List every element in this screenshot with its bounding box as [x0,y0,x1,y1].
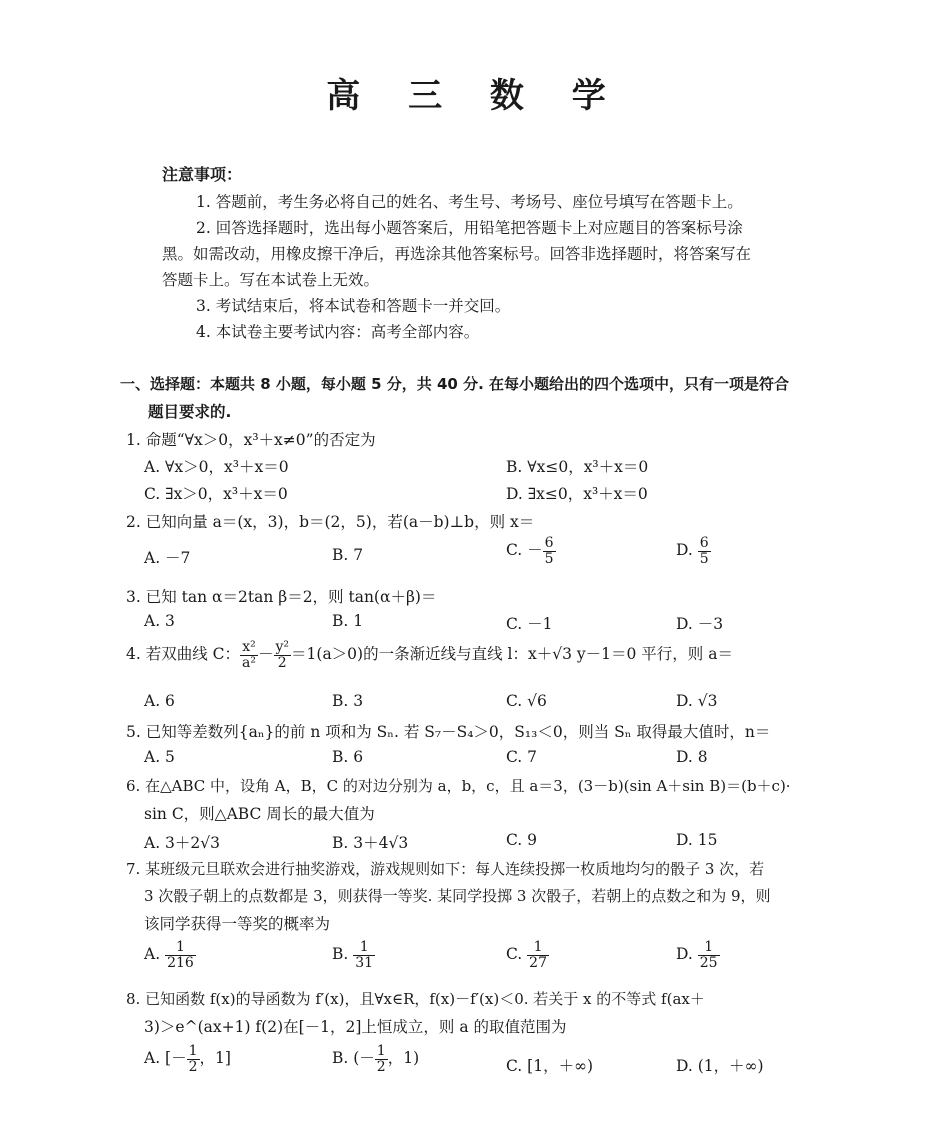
option-prefix: A. [144,945,166,964]
question-6-option-a: A. 3＋2√3 [144,834,221,852]
question-4-option-c: C. √6 [506,692,547,710]
question-8-option-b-fraction [375,1044,388,1074]
question-7-option-c-fraction [527,940,549,970]
option-suffix: ，1] [199,1049,231,1068]
question-8-option-a [144,1044,231,1074]
question-7-option-c [506,940,549,970]
question-3-option-b: B. 1 [332,612,364,630]
question-4-option-d: D. √3 [676,692,718,710]
fraction-denominator: 31 [355,954,374,971]
section-heading-cont: 题目要求的. [148,403,232,421]
fraction-denominator: 2 [376,1058,386,1075]
fraction-numerator: 1 [376,1043,386,1059]
question-6-stem-line-1: 6. 在△ABC 中，设角 A，B，C 的对边分别为 a，b，c，且 a＝3，(3－b)(sin A＋sin B)＝(b＋c)· [126,777,791,795]
question-4-minus: － [257,645,274,664]
question-2-option-d-prefix: D. [676,541,698,560]
question-2-stem: 2. 已知向量 a＝(x，3)，b＝(2，5)，若(a－b)⊥b，则 x＝ [126,513,535,531]
question-8-option-b [332,1044,419,1074]
question-7-option-b-fraction [353,940,375,970]
question-5-stem: 5. 已知等差数列{aₙ}的前 n 项和为 Sₙ. 若 S₇－S₄＞0，S₁₃＜0，则当 Sₙ 取得最大值时，n＝ [126,723,771,741]
fraction-denominator: 2 [277,654,287,671]
fraction-denominator: 216 [167,954,194,971]
notice-line-3: 黑。如需改动，用橡皮擦干净后，再选涂其他答案标号。回答非选择题时，将答案写在 [162,245,752,263]
fraction-numerator: 1 [165,940,196,956]
page-title: 高 三 数 学 [326,76,624,116]
section-heading: 一、选择题：本题共 8 小题，每小题 5 分，共 40 分. 在每小题给出的四个选项中，只有一项是符合 [120,375,790,393]
option-prefix: B. (－ [332,1049,375,1068]
notice-line-6: 4. 本试卷主要考试内容：高考全部内容。 [196,323,480,341]
option-prefix: D. [676,945,698,964]
question-4-fraction-x [240,640,258,670]
question-3-option-a: A. 3 [144,612,175,630]
question-6-stem-line-2: sin C，则△ABC 周长的最大值为 [144,805,375,823]
fraction-denominator: 2 [188,1058,198,1075]
fraction-denominator: 5 [544,550,554,567]
fraction-numerator: 1 [698,940,720,956]
notice-line-2: 2. 回答选择题时，选出每小题答案后，用铅笔把答题卡上对应题目的答案标号涂 [196,219,743,237]
question-6-option-c: C. 9 [506,831,538,849]
notice-line-4: 答题卡上。写在本试卷上无效。 [162,271,380,289]
notice-line-1: 1. 答题前，考生务必将自己的姓名、考生号、考场号、座位号填写在答题卡上。 [196,193,743,211]
fraction-numerator: 6 [544,535,554,551]
question-7-stem-line-1: 7. 某班级元旦联欢会进行抽奖游戏，游戏规则如下：每人连续投掷一枚质地均匀的骰子 3 次，若 [126,860,765,878]
question-7-stem-line-2: 3 次骰子朝上的点数都是 3，则获得一等奖. 某同学投掷 3 次骰子，若朝上的点数之和为 9，则 [144,887,771,905]
question-8-option-c: C. [1，＋∞) [506,1057,594,1075]
question-3-option-c: C. －1 [506,615,553,633]
fraction-denominator: a² [242,654,256,671]
question-7-option-d [676,940,720,970]
question-6-option-b: B. 3＋4√3 [332,834,409,852]
question-4-fraction-y [274,640,292,670]
question-4-option-b: B. 3 [332,692,364,710]
option-prefix: B. [332,945,354,964]
question-7-option-a-fraction [165,940,196,970]
question-8-option-d: D. (1，＋∞) [676,1057,764,1075]
question-7-stem-line-3: 该同学获得一等奖的概率为 [144,915,331,933]
fraction-numerator: 1 [527,940,549,956]
question-2-option-a: A. －7 [144,549,191,567]
question-1-option-c: C. ∃x＞0，x³＋x＝0 [144,485,288,503]
question-1-stem: 1. 命题“∀x＞0，x³＋x≠0”的否定为 [126,431,376,449]
question-4-option-a: A. 6 [144,692,175,710]
question-2-option-c-prefix: C. － [506,541,543,560]
question-3-stem: 3. 已知 tan α＝2tan β＝2，则 tan(α＋β)＝ [126,588,437,606]
fraction-numerator: x² [240,640,258,656]
question-2-option-d [676,536,711,566]
fraction-numerator: 1 [188,1043,198,1059]
question-8-stem-line-1: 8. 已知函数 f(x)的导函数为 f′(x)，且∀x∈R，f(x)－f′(x)＜0. 若关于 x 的不等式 f(ax＋ [126,990,705,1008]
question-4-stem [126,640,733,670]
question-1-option-b: B. ∀x≤0，x³＋x＝0 [506,458,649,476]
question-4-stem-suffix: ＝1(a＞0)的一条渐近线与直线 l：x＋√3 y－1＝0 平行，则 a＝ [291,645,733,664]
question-5-option-b: B. 6 [332,748,364,766]
question-2-option-c [506,536,556,566]
option-prefix: C. [506,945,528,964]
question-8-option-a-fraction [187,1044,200,1074]
option-prefix: A. [－ [144,1049,187,1068]
question-1-option-d: D. ∃x≤0，x³＋x＝0 [506,485,648,503]
option-suffix: ，1) [387,1049,420,1068]
question-1-option-a: A. ∀x＞0，x³＋x＝0 [144,458,289,476]
question-2-option-d-fraction [698,536,711,566]
fraction-denominator: 5 [699,550,709,567]
notice-line-5: 3. 考试结束后，将本试卷和答题卡一并交回。 [196,297,511,315]
fraction-denominator: 27 [529,954,547,971]
fraction-denominator: 25 [699,954,718,971]
question-2-option-b: B. 7 [332,546,364,564]
fraction-numerator: 6 [699,535,709,551]
question-2-option-c-fraction [543,536,556,566]
question-7-option-b [332,940,375,970]
question-5-option-d: D. 8 [676,748,708,766]
question-5-option-c: C. 7 [506,748,538,766]
fraction-numerator: 1 [353,940,375,956]
question-5-option-a: A. 5 [144,748,175,766]
notice-heading: 注意事项： [162,165,243,184]
question-4-stem-prefix: 4. 若双曲线 C： [126,645,241,664]
fraction-numerator: y² [275,639,290,655]
question-8-stem-line-2: 3)＞e^(ax+1) f(2)在[－1，2]上恒成立，则 a 的取值范围为 [144,1018,567,1036]
question-7-option-d-fraction [698,940,720,970]
question-7-option-a [144,940,196,970]
question-3-option-d: D. －3 [676,615,724,633]
question-6-option-d: D. 15 [676,831,718,849]
